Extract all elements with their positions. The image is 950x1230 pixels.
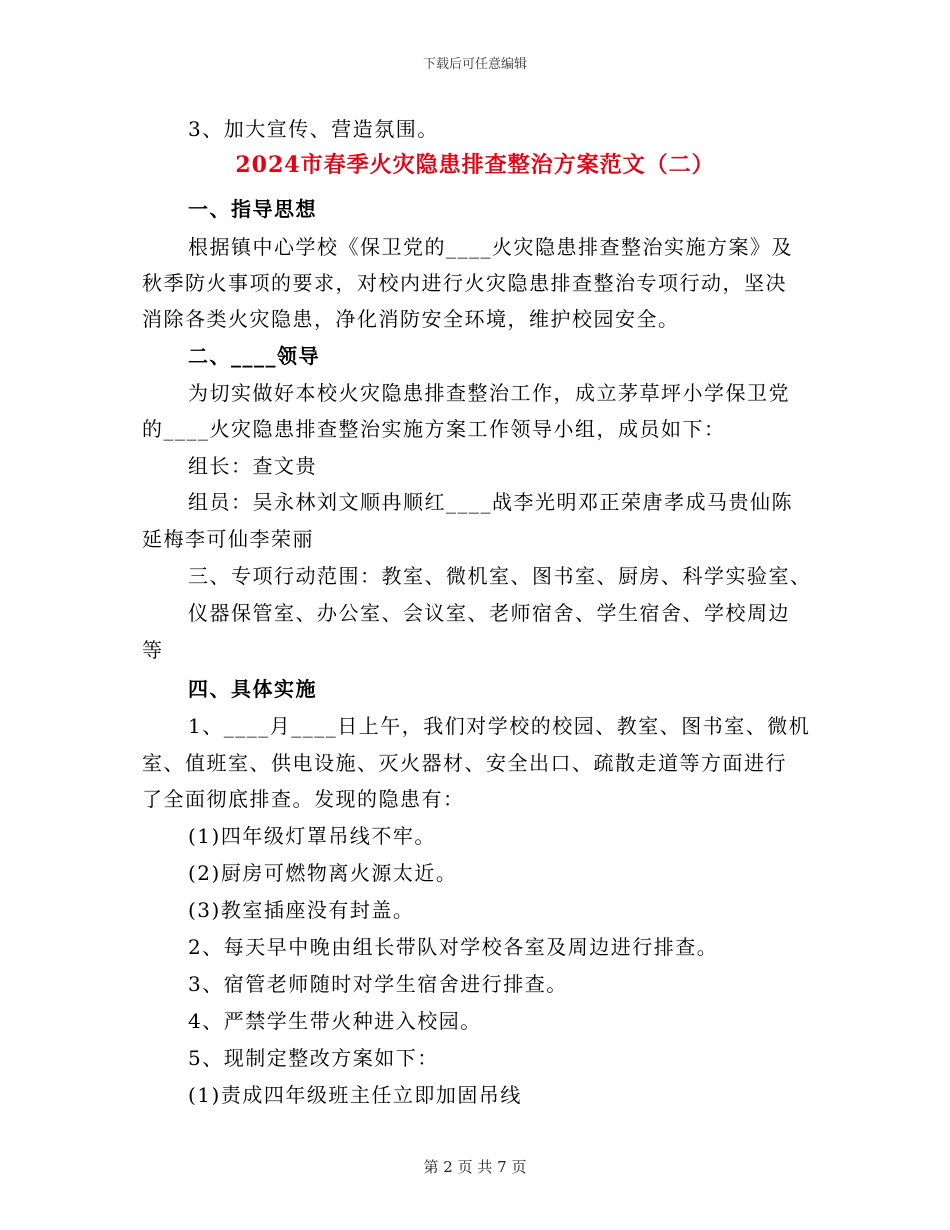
scope-line: 三、专项行动范围：教室、微机室、图书室、厨房、科学实验室、 [188, 564, 812, 588]
team-members-line: 延梅李可仙李荣丽 [142, 527, 314, 551]
section-heading-guiding-idea: 一、指导思想 [188, 197, 317, 221]
prev-list-item: 3、加大宣传、营造氛围。 [188, 117, 439, 141]
section-heading-leadership: 二、____领导 [188, 344, 320, 368]
hazard-item: (2)厨房可燃物离火源太近。 [188, 861, 458, 885]
paragraph-line: 为切实做好本校火灾隐患排查整治工作，成立茅草坪小学保卫党 [188, 381, 790, 405]
list-item: 3、宿管老师随时对学生宿舍进行排查。 [188, 972, 568, 996]
page-header-note: 下载后可任意编辑 [422, 57, 527, 72]
page-number-footer: 第 2 页 共 7 页 [423, 1158, 527, 1176]
hazard-item: (3)教室插座没有封盖。 [188, 898, 415, 922]
document-title: 2024市春季火灾隐患排查整治方案范文（二） [235, 152, 715, 178]
paragraph-line: 秋季防火事项的要求，对校内进行火灾隐患排查整治专项行动，坚决 [142, 271, 787, 295]
team-members-line: 组员：吴永林刘文顺冉顺红____战李光明邓正荣唐孝成马贵仙陈 [188, 490, 793, 514]
paragraph-line: 根据镇中心学校《保卫党的____火灾隐患排查整治实施方案》及 [188, 235, 793, 259]
paragraph-line: 消除各类火灾隐患，净化消防安全环境，维护校园安全。 [142, 307, 680, 331]
fix-item: (1)责成四年级班主任立即加固吊线 [188, 1083, 522, 1107]
list-item: 4、严禁学生带火种进入校园。 [188, 1009, 482, 1033]
paragraph-line: 的____火灾隐患排查整治实施方案工作领导小组，成员如下： [142, 417, 726, 441]
team-leader-line: 组长：查文贵 [188, 454, 317, 478]
list-item: 5、现制定整改方案如下： [188, 1046, 439, 1070]
section-heading-implementation: 四、具体实施 [188, 677, 317, 701]
paragraph-line: 室、值班室、供电设施、灭火器材、安全出口、疏散走道等方面进行 [142, 751, 787, 775]
scope-line: 仪器保管室、办公室、会议室、老师宿舍、学生宿舍、学校周边 [188, 601, 790, 625]
paragraph-line: 了全面彻底排查。发现的隐患有： [142, 787, 465, 811]
paragraph-line: 1、____月____日上午，我们对学校的校园、教室、图书室、微机 [188, 714, 811, 738]
hazard-item: (1)四年级灯罩吊线不牢。 [188, 824, 436, 848]
list-item: 2、每天早中晚由组长带队对学校各室及周边进行排查。 [188, 935, 719, 959]
scope-line: 等 [142, 638, 164, 662]
